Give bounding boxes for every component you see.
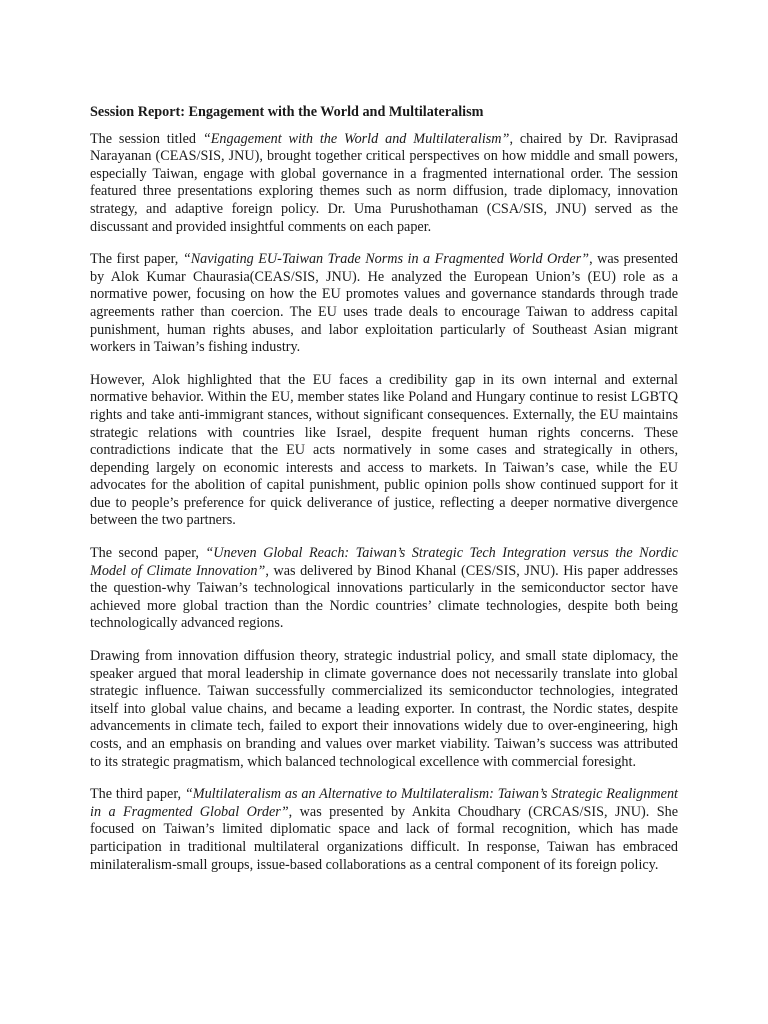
paper-title-italic: “Multilateralism as an Alternative to Multilateralism: Taiwan’s Strategic Realignment in a Fragmented Global Order” bbox=[90, 786, 679, 820]
paragraph-second-paper bbox=[90, 545, 678, 633]
paragraph-first-paper bbox=[90, 251, 678, 357]
paragraph-session-intro bbox=[90, 131, 678, 237]
document-page bbox=[90, 104, 678, 889]
paragraph-text: Drawing from innovation diffusion theory, strategic industrial policy, and small state diplomacy, the speaker argued that moral leadership in climate governance does not necessarily translate into global strategic influence. Taiwan successfully commercialized its semiconductor technologies, integrated itself into global value chains, and became a leading exporter. In contrast, the Nordic states, despite advancements in climate tech, failed to export their innovations widely due to over-engineering, high costs, and an emphasis on branding and values over market viability. Taiwan’s success was attributed to its strategic pragmatism, which balanced technological excellence with commercial foresight. bbox=[90, 648, 678, 770]
paragraph-text: , was presented by Alok Kumar Chaurasia(CEAS/SIS, JNU). He analyzed the European Union’s (EU) role as a normative power, focusing on how the EU promotes values and governance standards through trade agreements rather than coercion. The EU uses trade deals to encourage Taiwan to address capital punishment, human rights abuses, and labor exploitation particularly of Southeast Asian migrant workers in Taiwan’s fishing industry. bbox=[90, 251, 678, 356]
paragraph-text: , chaired by Dr. Raviprasad Narayanan (CEAS/SIS, JNU), brought together critical perspectives on how middle and small powers, especially Taiwan, engage with global governance in a fragmented international order. The session featured three presentations exploring themes such as norm diffusion, trade diplomacy, innovation strategy, and adaptive foreign policy. Dr. Uma Purushothaman (CSA/SIS, JNU) served as the discussant and provided insightful comments on each paper. bbox=[90, 130, 678, 235]
paragraph-text: The second paper, bbox=[90, 545, 206, 562]
report-title: Session Report: Engagement with the World and Multilateralism bbox=[90, 104, 484, 120]
paragraph-text: The third paper, bbox=[90, 786, 185, 803]
paragraph-text: The session titled bbox=[90, 130, 203, 147]
paragraph-text: , was presented by Ankita Choudhary (CRCAS/SIS, JNU). She focused on Taiwan’s limited diplomatic space and lack of formal recognition, which has made participation in traditional multilateral organizations difficult. In response, Taiwan has embraced minilateralism-small groups, issue-based collaborations as a central component of its foreign policy. bbox=[90, 803, 678, 873]
paragraph-text: The first paper, bbox=[90, 251, 183, 268]
paragraph-credibility-gap bbox=[90, 372, 678, 530]
paragraph-innovation-diffusion bbox=[90, 648, 678, 771]
paragraph-text: However, Alok highlighted that the EU faces a credibility gap in its own internal and external normative behavior. Within the EU, member states like Poland and Hungary continue to resist LGBTQ rights and take anti-immigrant stances, without significant consequences. Externally, the EU maintains strategic relations with countries like Israel, despite frequent human rights concerns. These contradictions indicate that the EU acts normatively in some cases and strategically in others, depending largely on economic interests and access to markets. In Taiwan’s case, while the EU advocates for the abolition of capital punishment, public opinion polls show continued support for it due to people’s preference for quick deliverance of justice, reflecting a deeper normative divergence between the two partners. bbox=[90, 371, 678, 529]
paragraph-text: , was delivered by Binod Khanal (CES/SIS, JNU). His paper addresses the question-why Taiwan’s technological innovations particularly in the semiconductor sector have achieved more global traction than the Nordic countries’ climate technologies, despite both being technologically advanced regions. bbox=[90, 562, 678, 632]
paper-title-italic: “Uneven Global Reach: Taiwan’s Strategic Tech Integration versus the Nordic Model of Climate Innovation” bbox=[90, 545, 678, 579]
paper-title-italic: “Navigating EU-Taiwan Trade Norms in a Fragmented World Order” bbox=[182, 251, 590, 268]
paragraph-third-paper bbox=[90, 786, 678, 874]
paper-title-italic: “Engagement with the World and Multilateralism” bbox=[202, 130, 510, 147]
